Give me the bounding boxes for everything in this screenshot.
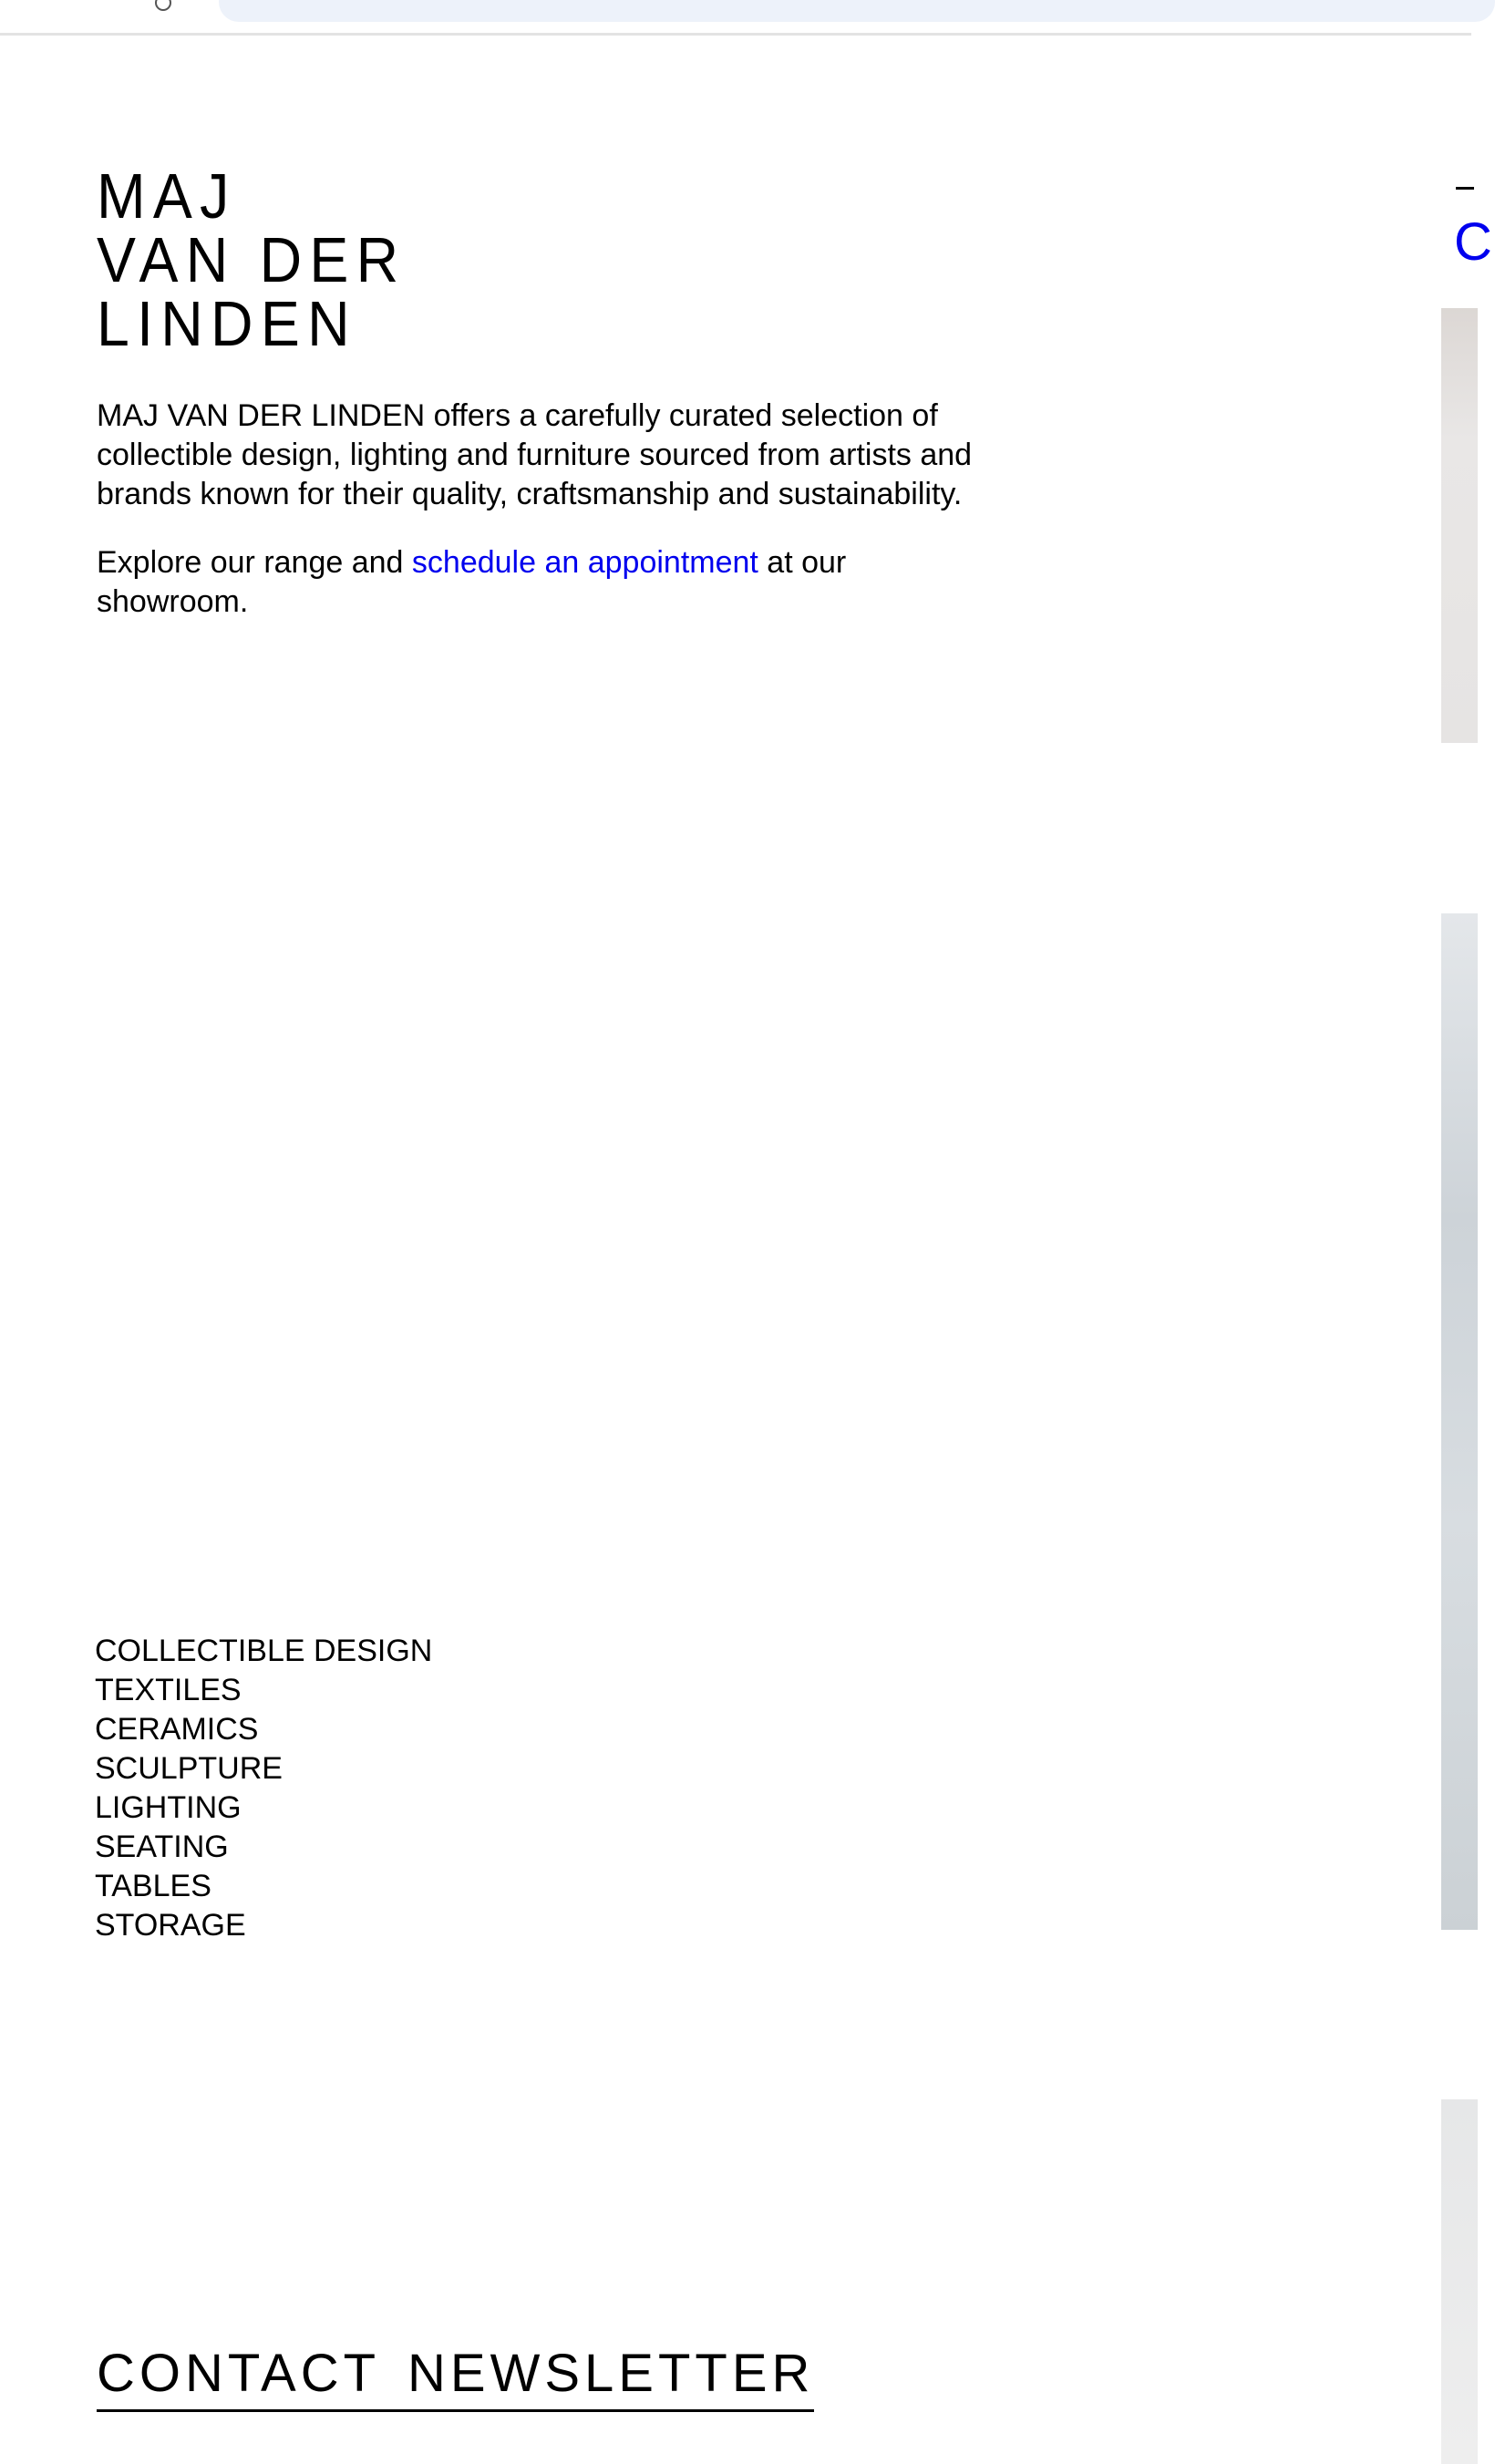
category-ceramics[interactable]: CERAMICS [95, 1712, 259, 1747]
schedule-appointment-link[interactable]: schedule an appointment [411, 545, 758, 580]
category-textiles[interactable]: TEXTILES [95, 1673, 242, 1707]
appointment-paragraph [97, 543, 999, 622]
right-partial-link[interactable]: C [1454, 212, 1492, 272]
right-divider [1456, 187, 1474, 190]
product-image-1[interactable] [1441, 308, 1478, 743]
category-collectible-design[interactable]: COLLECTIBLE DESIGN [95, 1634, 433, 1668]
intro-paragraph: MAJ VAN DER LINDEN offers a carefully curated selection of collectible design, lighting and furniture sourced from artists and brands known for their quality, craftsmanship and sustainability. [97, 398, 973, 511]
text: Explore our range and [97, 545, 412, 580]
footer-links [97, 2343, 814, 2412]
contact-link[interactable]: CONTACT [97, 2344, 381, 2403]
category-nav [95, 1632, 432, 1945]
brand-line-3: LINDEN [97, 288, 357, 359]
product-image-3[interactable] [1441, 2099, 1478, 2464]
newsletter-link[interactable]: NEWSLETTER [407, 2344, 815, 2403]
category-storage[interactable]: STORAGE [95, 1908, 246, 1943]
address-bar[interactable] [219, 0, 1495, 22]
brand-line-1: MAJ [97, 160, 237, 232]
product-image-2[interactable] [1441, 913, 1478, 1930]
brand-line-2: VAN DER [97, 224, 407, 295]
category-lighting[interactable]: LIGHTING [95, 1790, 242, 1825]
category-tables[interactable]: TABLES [95, 1869, 211, 1903]
browser-toolbar [0, 0, 1471, 36]
reload-icon[interactable] [155, 0, 171, 11]
brand-logo[interactable] [97, 160, 407, 359]
intro-text [97, 397, 999, 651]
category-sculpture[interactable]: SCULPTURE [95, 1751, 283, 1786]
category-seating[interactable]: SEATING [95, 1830, 229, 1864]
text: at our showroom. [97, 545, 847, 619]
